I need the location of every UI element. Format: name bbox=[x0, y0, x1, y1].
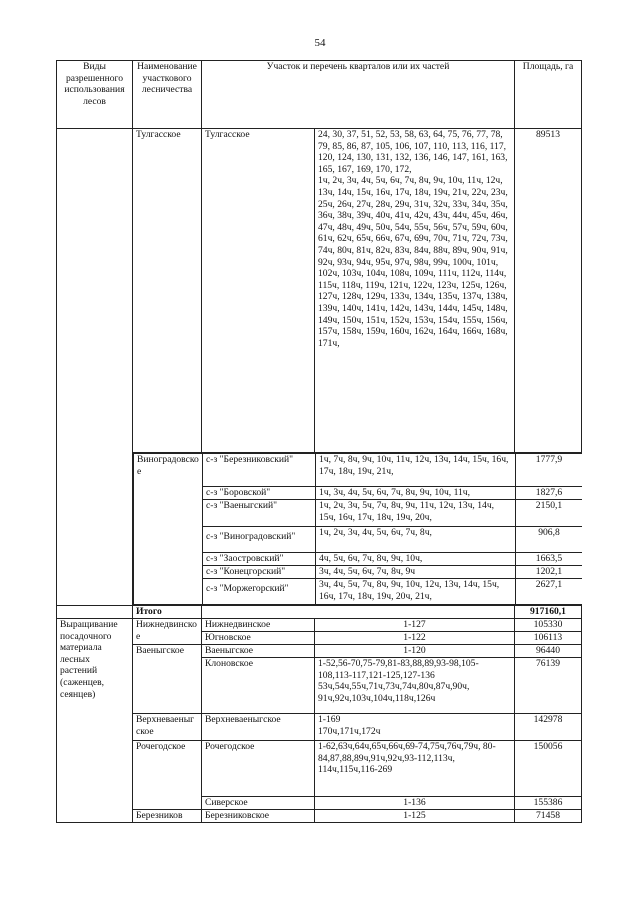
quarters-cell: 1ч, 2ч, 3ч, 5ч, 7ч, 8ч, 9ч, 11ч, 12ч, 13ч, 14ч, 15ч, 16ч, 17ч, 18ч, 19ч, 20ч, bbox=[316, 500, 516, 527]
quarters-cell: 1ч, 2ч, 3ч, 4ч, 5ч, 6ч, 7ч, 8ч, bbox=[316, 527, 516, 553]
forestry-cell: Березников bbox=[133, 810, 202, 823]
forestry-cell: Верхневаеныгское bbox=[133, 714, 202, 741]
area-cell: 105330 bbox=[515, 619, 582, 632]
forestry-cell: Нижнедвинское bbox=[133, 619, 202, 645]
quarters-cell: 1-122 bbox=[315, 632, 515, 645]
quarters-cell: 1ч, 3ч, 4ч, 5ч, 6ч, 7ч, 8ч, 9ч, 10ч, 11ч, bbox=[316, 487, 516, 500]
area-cell: 76139 bbox=[515, 658, 582, 714]
quarters-cell: 1-120 bbox=[315, 645, 515, 658]
site-cell: Клоновское bbox=[202, 658, 315, 714]
site-cell: с-з "Конецгорский" bbox=[203, 566, 316, 579]
header-type: Виды разрешенного использования лесов bbox=[57, 61, 133, 129]
forestry-cell: Виноградовское bbox=[134, 454, 203, 605]
total-value: 917160,1 bbox=[515, 606, 582, 619]
table-row bbox=[57, 453, 582, 606]
header-section: Участок и перечень кварталов или их частей bbox=[202, 61, 515, 129]
quarters-cell: 3ч, 4ч, 5ч, 6ч, 7ч, 8ч, 9ч bbox=[316, 566, 516, 579]
forestry-cell: Ваеныгское bbox=[133, 645, 202, 714]
quarters-cell: 1-169 170ч,171ч,172ч bbox=[315, 714, 515, 741]
quarters-cell: 1-62,63ч,64ч,65ч,66ч,69-74,75ч,76ч,79ч, 80-84,87,88,89ч,91ч,92ч,93-112,113ч, 114ч,115ч,116-269 bbox=[315, 741, 515, 797]
site-cell: с-з "Виноградовский" bbox=[203, 527, 316, 553]
area-cell: 89513 bbox=[515, 129, 582, 453]
table-row bbox=[57, 714, 582, 741]
table-row bbox=[57, 619, 582, 632]
site-cell: Верхневаеныгское bbox=[202, 714, 315, 741]
area-cell: 1777,9 bbox=[516, 454, 582, 487]
site-cell: Нижнедвинское bbox=[202, 619, 315, 632]
table-row bbox=[134, 454, 582, 487]
area-cell: 155386 bbox=[515, 797, 582, 810]
type-cell: Выращивание посадочного материала лесных растений (саженцев, сеянцев) bbox=[57, 619, 133, 823]
table-row bbox=[57, 741, 582, 797]
site-cell: Сиверское bbox=[202, 797, 315, 810]
header-forestry: Наименование участкового лесничества bbox=[133, 61, 202, 129]
table-row bbox=[57, 645, 582, 658]
area-cell: 2150,1 bbox=[516, 500, 582, 527]
total-label: Итого bbox=[133, 606, 202, 619]
quarters-cell: 1-127 bbox=[315, 619, 515, 632]
page-number: 54 bbox=[314, 37, 326, 49]
area-cell: 1663,5 bbox=[516, 553, 582, 566]
area-cell: 150056 bbox=[515, 741, 582, 797]
area-cell: 2627,1 bbox=[516, 579, 582, 605]
quarters-cell: 1ч, 7ч, 8ч, 9ч, 10ч, 11ч, 12ч, 13ч, 14ч, 15ч, 16ч, 17ч, 18ч, 19ч, 21ч, bbox=[316, 454, 516, 487]
site-cell: с-з "Ваеныгский" bbox=[203, 500, 316, 527]
quarters-cell: 1-125 bbox=[315, 810, 515, 823]
area-cell: 906,8 bbox=[516, 527, 582, 553]
area-cell: 96440 bbox=[515, 645, 582, 658]
forestry-cell: Рочегодское bbox=[133, 741, 202, 810]
quarters-cell: 3ч, 4ч, 5ч, 7ч, 8ч, 9ч, 10ч, 12ч, 13ч, 14ч, 15ч, 16ч, 17ч, 18ч, 19ч, 20ч, 21ч, bbox=[316, 579, 516, 605]
quarters-cell: 1-52,56-70,75-79,81-83,88,89,93-98,105-108,113-117,121-125,127-136 53ч,54ч,55ч,71ч,73ч,74ч,80ч,87ч,90ч, 91ч,92ч,103ч,104ч,118ч,126ч bbox=[315, 658, 515, 714]
header-area: Площадь, га bbox=[515, 61, 582, 129]
site-cell: Березниковское bbox=[202, 810, 315, 823]
forest-use-table bbox=[56, 60, 582, 823]
type-cell-empty bbox=[57, 606, 133, 619]
quarters-cell: 24, 30, 37, 51, 52, 53, 58, 63, 64, 75, 76, 77, 78, 79, 85, 86, 87, 105, 106, 107, 110, 113, 116, 117, 120, 124, 130, 131, 132, 136, 146, 147, 161, 163, 165, 167, 169, 170, 172, 1ч, 2ч, 3ч, 4ч, 5ч, 6ч, 7ч, 8ч, 9ч, 10ч, 11ч, 12ч, 13ч, 14ч, 15ч, 16ч, 17ч, 18ч, 19ч, 21ч, 22ч, 23ч, 25ч, 26ч, 27ч, 28ч, 29ч, 31ч, 32ч, 33ч, 34ч, 35ч, 36ч, 38ч, 39ч, 40ч, 41ч, 42ч, 43ч, 44ч, 45ч, 46ч, 47ч, 48ч, 49ч, 50ч, 54ч, 55ч, 56ч, 57ч, 59ч, 60ч, 61ч, 62ч, 65ч, 66ч, 67ч, 69ч, 70ч, 71ч, 72ч, 73ч, 74ч, 80ч, 81ч, 82ч, 83ч, 84ч, 88ч, 89ч, 90ч, 91ч, 92ч, 93ч, 94ч, 95ч, 97ч, 98ч, 99ч, 100ч, 101ч, 102ч, 103ч, 104ч, 108ч, 109ч, 111ч, 112ч, 114ч, 115ч, 118ч, 119ч, 121ч, 122ч, 123ч, 125ч, 126ч, 127ч, 128ч, 129ч, 133ч, 134ч, 135ч, 137ч, 138ч, 139ч, 140ч, 141ч, 142ч, 143ч, 144ч, 145ч, 148ч, 149ч, 150ч, 151ч, 152ч, 153ч, 154ч, 155ч, 156ч, 157ч, 158ч, 159ч, 160ч, 162ч, 164ч, 166ч, 168ч, 171ч, bbox=[315, 129, 515, 453]
area-cell: 71458 bbox=[515, 810, 582, 823]
total-row bbox=[57, 606, 582, 619]
quarters-cell: 1-136 bbox=[315, 797, 515, 810]
site-cell: Ваеныгское bbox=[202, 645, 315, 658]
site-cell: с-з "Моржегорский" bbox=[203, 579, 316, 605]
site-cell: Югновское bbox=[202, 632, 315, 645]
quarters-cell: 4ч, 5ч, 6ч, 7ч, 8ч, 9ч, 10ч, bbox=[316, 553, 516, 566]
table-row bbox=[57, 810, 582, 823]
total-spacer bbox=[202, 606, 515, 619]
vinogradovskoe-block bbox=[133, 453, 582, 606]
site-cell: с-з "Заостровский" bbox=[203, 553, 316, 566]
area-cell: 106113 bbox=[515, 632, 582, 645]
vinogradovskoe-subtable bbox=[133, 453, 582, 605]
type-cell-empty bbox=[57, 129, 133, 606]
site-cell: с-з "Березниковский" bbox=[203, 454, 316, 487]
forestry-cell: Тулгасское bbox=[133, 129, 202, 453]
site-cell: Тулгасское bbox=[202, 129, 315, 453]
site-cell: Рочегодское bbox=[202, 741, 315, 797]
table-header bbox=[57, 61, 582, 129]
area-cell: 1827,6 bbox=[516, 487, 582, 500]
area-cell: 142978 bbox=[515, 714, 582, 741]
area-cell: 1202,1 bbox=[516, 566, 582, 579]
site-cell: с-з "Боровской" bbox=[203, 487, 316, 500]
table-row bbox=[57, 129, 582, 453]
